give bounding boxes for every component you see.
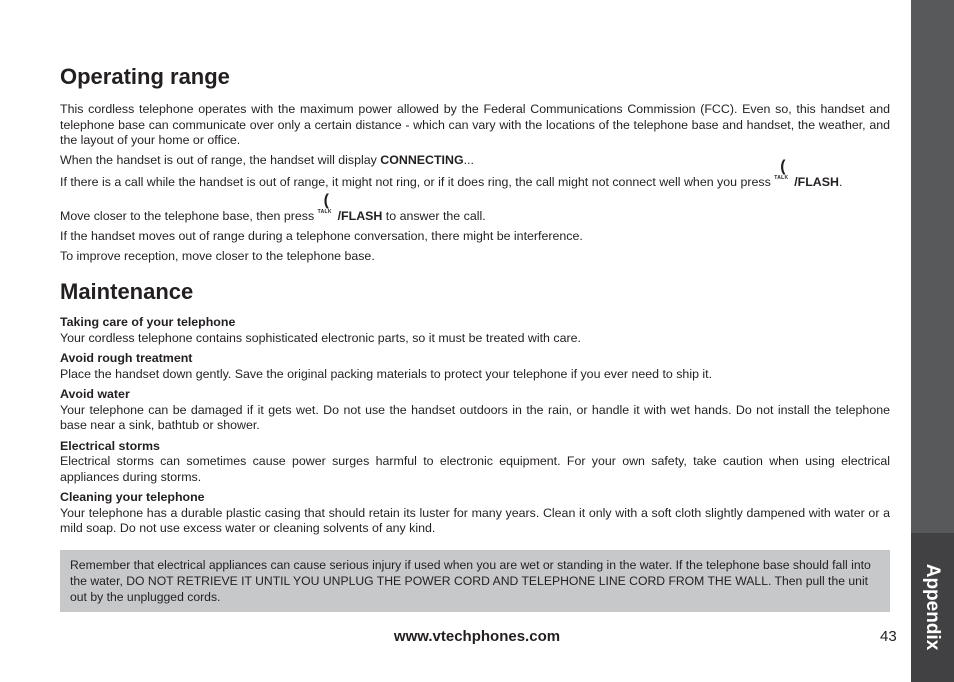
safety-note [60,550,890,612]
page-number: 43 [880,628,897,645]
maintenance-title: Maintenance [60,279,194,304]
maintenance-heading: Electrical storms [60,438,160,453]
maintenance-item [60,490,890,537]
maintenance-text: Place the handset down gently. Save the original packing materials to protect your telephone if you ever need to ship it. [60,366,713,381]
safety-note-text: Remember that electrical appliances can cause serious injury if used when you are wet or standing in the water. If the telephone base should fall into the water, DO NOT RETRIEVE IT UNTIL YOU UNPLUG THE POWER CORD AND TELEPHONE LINE CORD FROM THE WALL. Then pull the unit out by the unplugged cords. [70,558,871,604]
maintenance-text: Your telephone has a durable plastic casing that should retain its luster for many years. Clean it only with a soft cloth slightly dampened with water or a mild soap. Do not use excess water or cleaning solvents of any kind. [60,505,890,535]
maintenance-item [60,387,890,434]
maintenance-item [60,351,890,382]
maintenance-heading: Avoid water [60,387,130,401]
operating-range-para6: To improve reception, move closer to the telephone base. [60,248,375,263]
maintenance-heading: Taking care of your telephone [60,315,236,329]
maintenance-item [60,315,890,346]
operating-range-para2: When the handset is out of range, the handset will display CONNECTING... [60,152,474,167]
operating-range-para4: Move closer to the telephone base, then press ( TALK /FLASH to answer the call. [60,192,486,223]
talk-key-icon: ( TALK [317,192,332,215]
talk-key-icon: ( TALK [774,158,789,181]
operating-range-title: Operating range [60,64,230,89]
operating-range-para1: This cordless telephone operates with the maximum power allowed by the Federal Communications Commission (FCC). Even so, this handset and telephone base can communicate over only a certain distance - which can vary with the locations of the telephone base and handset, the weather, and the layout of your home or office. [60,102,890,147]
maintenance-item [60,439,890,486]
operating-range-para5: If the handset moves out of range during a telephone conversation, there might be interference. [60,229,583,243]
maintenance-text: Electrical storms can sometimes cause power surges harmful to electronic equipment. For your own safety, take caution when using electrical appliances during storms. [60,454,890,484]
appendix-tab-label: Appendix [922,563,943,651]
operating-range-para3: If there is a call while the handset is out of range, it might not ring, or if it does ring, the call might not connect well when you press ( TALK /FLASH. [60,158,843,189]
maintenance-heading: Cleaning your telephone [60,490,205,504]
main-content [60,64,890,542]
maintenance-text: Your cordless telephone contains sophisticated electronic parts, so it must be treated with care. [60,330,581,345]
connecting-display: CONNECTING [380,152,464,167]
maintenance-heading: Avoid rough treatment [60,351,193,365]
flash-label: /FLASH [794,175,839,189]
maintenance-text: Your telephone can be damaged if it gets wet. Do not use the handset outdoors in the rain, or handle it with wet hands. Do not install the telephone base near a sink, bathtub or shower. [60,402,890,432]
flash-label: /FLASH [337,209,383,223]
footer-url[interactable]: www.vtechphones.com [393,628,561,645]
